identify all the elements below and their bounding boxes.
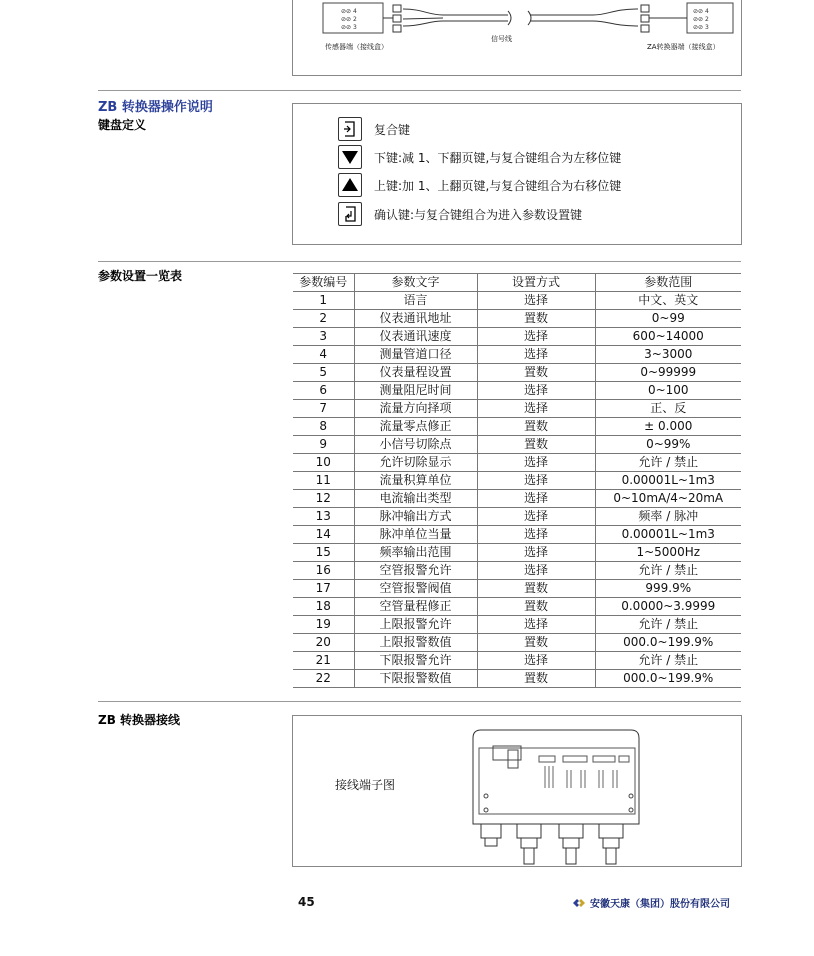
table-row (293, 634, 741, 652)
table-cell: 频率输出范围 (354, 544, 477, 562)
table-row (293, 364, 741, 382)
table-cell: 15 (293, 544, 354, 562)
key-row-compound (338, 117, 410, 141)
table-row (293, 652, 741, 670)
table-cell: 允许 / 禁止 (595, 454, 741, 472)
table-cell: 空管报警允许 (354, 562, 477, 580)
table-row (293, 472, 741, 490)
wiring-section-title: ZB 转换器接线 (98, 713, 181, 727)
table-cell: 选择 (477, 562, 595, 580)
key-desc: 上键:加 1、上翻页键,与复合键组合为右移位键 (374, 178, 622, 193)
table-cell: 000.0~199.9% (595, 634, 741, 652)
table-cell: 3 (293, 328, 354, 346)
table-cell: 选择 (477, 652, 595, 670)
table-row (293, 562, 741, 580)
table-row (293, 670, 741, 688)
table-cell: 置数 (477, 436, 595, 454)
table-row (293, 328, 741, 346)
table-cell: 18 (293, 598, 354, 616)
converter-terminal-drawing (463, 726, 653, 866)
keyboard-definition-subtitle: 键盘定义 (98, 118, 147, 132)
table-row (293, 382, 741, 400)
table-cell: 选择 (477, 328, 595, 346)
svg-text:⊘⊘ 3: ⊘⊘ 3 (693, 24, 709, 31)
table-cell: 测量管道口径 (354, 346, 477, 364)
header-cell: 参数编号 (293, 274, 354, 292)
table-cell: 置数 (477, 310, 595, 328)
table-cell: 选择 (477, 616, 595, 634)
table-row (293, 616, 741, 634)
table-cell: 5 (293, 364, 354, 382)
table-cell: 9 (293, 436, 354, 454)
compound-key-icon (338, 117, 362, 141)
table-cell: 16 (293, 562, 354, 580)
table-cell: 允许切除显示 (354, 454, 477, 472)
table-cell: 999.9% (595, 580, 741, 598)
table-cell: 置数 (477, 580, 595, 598)
signal-line-label: 信号线 (491, 35, 512, 43)
table-cell: 选择 (477, 508, 595, 526)
divider (98, 90, 741, 91)
company-logo-icon (572, 897, 586, 909)
table-cell: 10 (293, 454, 354, 472)
table-cell: 选择 (477, 292, 595, 310)
table-cell: 000.0~199.9% (595, 670, 741, 688)
table-row (293, 598, 741, 616)
table-cell: 流量方向择项 (354, 400, 477, 418)
table-cell: 选择 (477, 454, 595, 472)
table-cell: 下限报警数值 (354, 670, 477, 688)
table-cell: 脉冲单位当量 (354, 526, 477, 544)
table-cell: 小信号切除点 (354, 436, 477, 454)
table-row (293, 346, 741, 364)
params-section-title: 参数设置一览表 (98, 269, 183, 283)
table-cell: 允许 / 禁止 (595, 562, 741, 580)
divider (98, 701, 741, 702)
table-cell: 置数 (477, 598, 595, 616)
table-row (293, 310, 741, 328)
table-cell: 1 (293, 292, 354, 310)
table-cell: 600~14000 (595, 328, 741, 346)
table-cell: 0~10mA/4~20mA (595, 490, 741, 508)
table-cell: 中文、英文 (595, 292, 741, 310)
table-cell: 20 (293, 634, 354, 652)
table-cell: 13 (293, 508, 354, 526)
svg-text:⊘⊘ 4: ⊘⊘ 4 (341, 8, 357, 15)
key-desc: 下键:减 1、下翻页键,与复合键组合为左移位键 (374, 150, 622, 165)
table-cell: 选择 (477, 544, 595, 562)
table-cell: 0~99 (595, 310, 741, 328)
table-cell: 2 (293, 310, 354, 328)
key-row-up (338, 173, 621, 197)
header-cell: 参数范围 (595, 274, 741, 292)
table-cell: 允许 / 禁止 (595, 616, 741, 634)
svg-text:⊘⊘ 2: ⊘⊘ 2 (341, 16, 357, 23)
company-logo (572, 895, 730, 910)
table-row (293, 580, 741, 598)
down-key-icon (338, 145, 362, 169)
table-row (293, 418, 741, 436)
table-cell: 0.0000~3.9999 (595, 598, 741, 616)
key-desc: 复合键 (374, 122, 411, 137)
table-cell: 11 (293, 472, 354, 490)
table-cell: 仪表通讯速度 (354, 328, 477, 346)
converter-end-label: ZA转换器端（接线盒） (647, 43, 720, 51)
table-cell: 上限报警允许 (354, 616, 477, 634)
up-key-icon (338, 173, 362, 197)
table-cell: 0.00001L~1m3 (595, 472, 741, 490)
key-row-down (338, 145, 621, 169)
table-cell: 正、反 (595, 400, 741, 418)
table-cell: 空管量程修正 (354, 598, 477, 616)
table-row (293, 544, 741, 562)
header-cell: 设置方式 (477, 274, 595, 292)
table-cell: 选择 (477, 400, 595, 418)
table-cell: 14 (293, 526, 354, 544)
params-table (293, 273, 741, 688)
table-cell: 0~99% (595, 436, 741, 454)
table-cell: 0~100 (595, 382, 741, 400)
header-cell: 参数文字 (354, 274, 477, 292)
table-cell: ± 0.000 (595, 418, 741, 436)
terminal-diagram-box (292, 715, 742, 867)
table-cell: 置数 (477, 418, 595, 436)
table-cell: 选择 (477, 490, 595, 508)
enter-key-icon (338, 202, 362, 226)
terminal-diagram-caption: 接线端子图 (335, 778, 396, 792)
table-cell: 空管报警阀值 (354, 580, 477, 598)
table-cell: 仪表通讯地址 (354, 310, 477, 328)
table-cell: 17 (293, 580, 354, 598)
table-row (293, 526, 741, 544)
table-cell: 0.00001L~1m3 (595, 526, 741, 544)
table-cell: 8 (293, 418, 354, 436)
table-row (293, 292, 741, 310)
table-cell: 频率 / 脉冲 (595, 508, 741, 526)
table-cell: 0~99999 (595, 364, 741, 382)
table-cell: 3~3000 (595, 346, 741, 364)
table-cell: 7 (293, 400, 354, 418)
table-cell: 测量阻尼时间 (354, 382, 477, 400)
table-cell: 语言 (354, 292, 477, 310)
table-cell: 选择 (477, 472, 595, 490)
table-cell: 置数 (477, 364, 595, 382)
signal-wiring-diagram (293, 0, 741, 75)
table-cell: 上限报警数值 (354, 634, 477, 652)
table-cell: 仪表量程设置 (354, 364, 477, 382)
table-row (293, 490, 741, 508)
divider (98, 261, 741, 262)
params-header-row (293, 274, 741, 292)
table-cell: 1~5000Hz (595, 544, 741, 562)
table-cell: 选择 (477, 346, 595, 364)
page-number: 45 (298, 895, 315, 909)
table-row (293, 436, 741, 454)
operation-section-title: ZB 转换器操作说明 (98, 100, 213, 115)
svg-text:⊘⊘ 2: ⊘⊘ 2 (693, 16, 709, 23)
table-cell: 19 (293, 616, 354, 634)
table-cell: 置数 (477, 634, 595, 652)
table-cell: 流量零点修正 (354, 418, 477, 436)
table-row (293, 508, 741, 526)
svg-text:⊘⊘ 4: ⊘⊘ 4 (693, 8, 709, 15)
table-row (293, 454, 741, 472)
key-desc: 确认键:与复合键组合为进入参数设置键 (374, 207, 583, 222)
table-row (293, 400, 741, 418)
table-cell: 下限报警允许 (354, 652, 477, 670)
signal-wiring-diagram-box (292, 0, 742, 76)
table-cell: 选择 (477, 382, 595, 400)
sensor-end-label: 传感器端（接线盒） (325, 43, 388, 51)
table-cell: 6 (293, 382, 354, 400)
table-cell: 置数 (477, 670, 595, 688)
table-cell: 4 (293, 346, 354, 364)
table-cell: 21 (293, 652, 354, 670)
table-cell: 22 (293, 670, 354, 688)
company-name: 安徽天康（集团）股份有限公司 (590, 899, 730, 910)
table-cell: 选择 (477, 526, 595, 544)
key-row-enter (338, 202, 582, 226)
table-cell: 电流输出类型 (354, 490, 477, 508)
table-cell: 12 (293, 490, 354, 508)
table-cell: 流量积算单位 (354, 472, 477, 490)
svg-text:⊘⊘ 3: ⊘⊘ 3 (341, 24, 357, 31)
table-cell: 允许 / 禁止 (595, 652, 741, 670)
table-cell: 脉冲输出方式 (354, 508, 477, 526)
